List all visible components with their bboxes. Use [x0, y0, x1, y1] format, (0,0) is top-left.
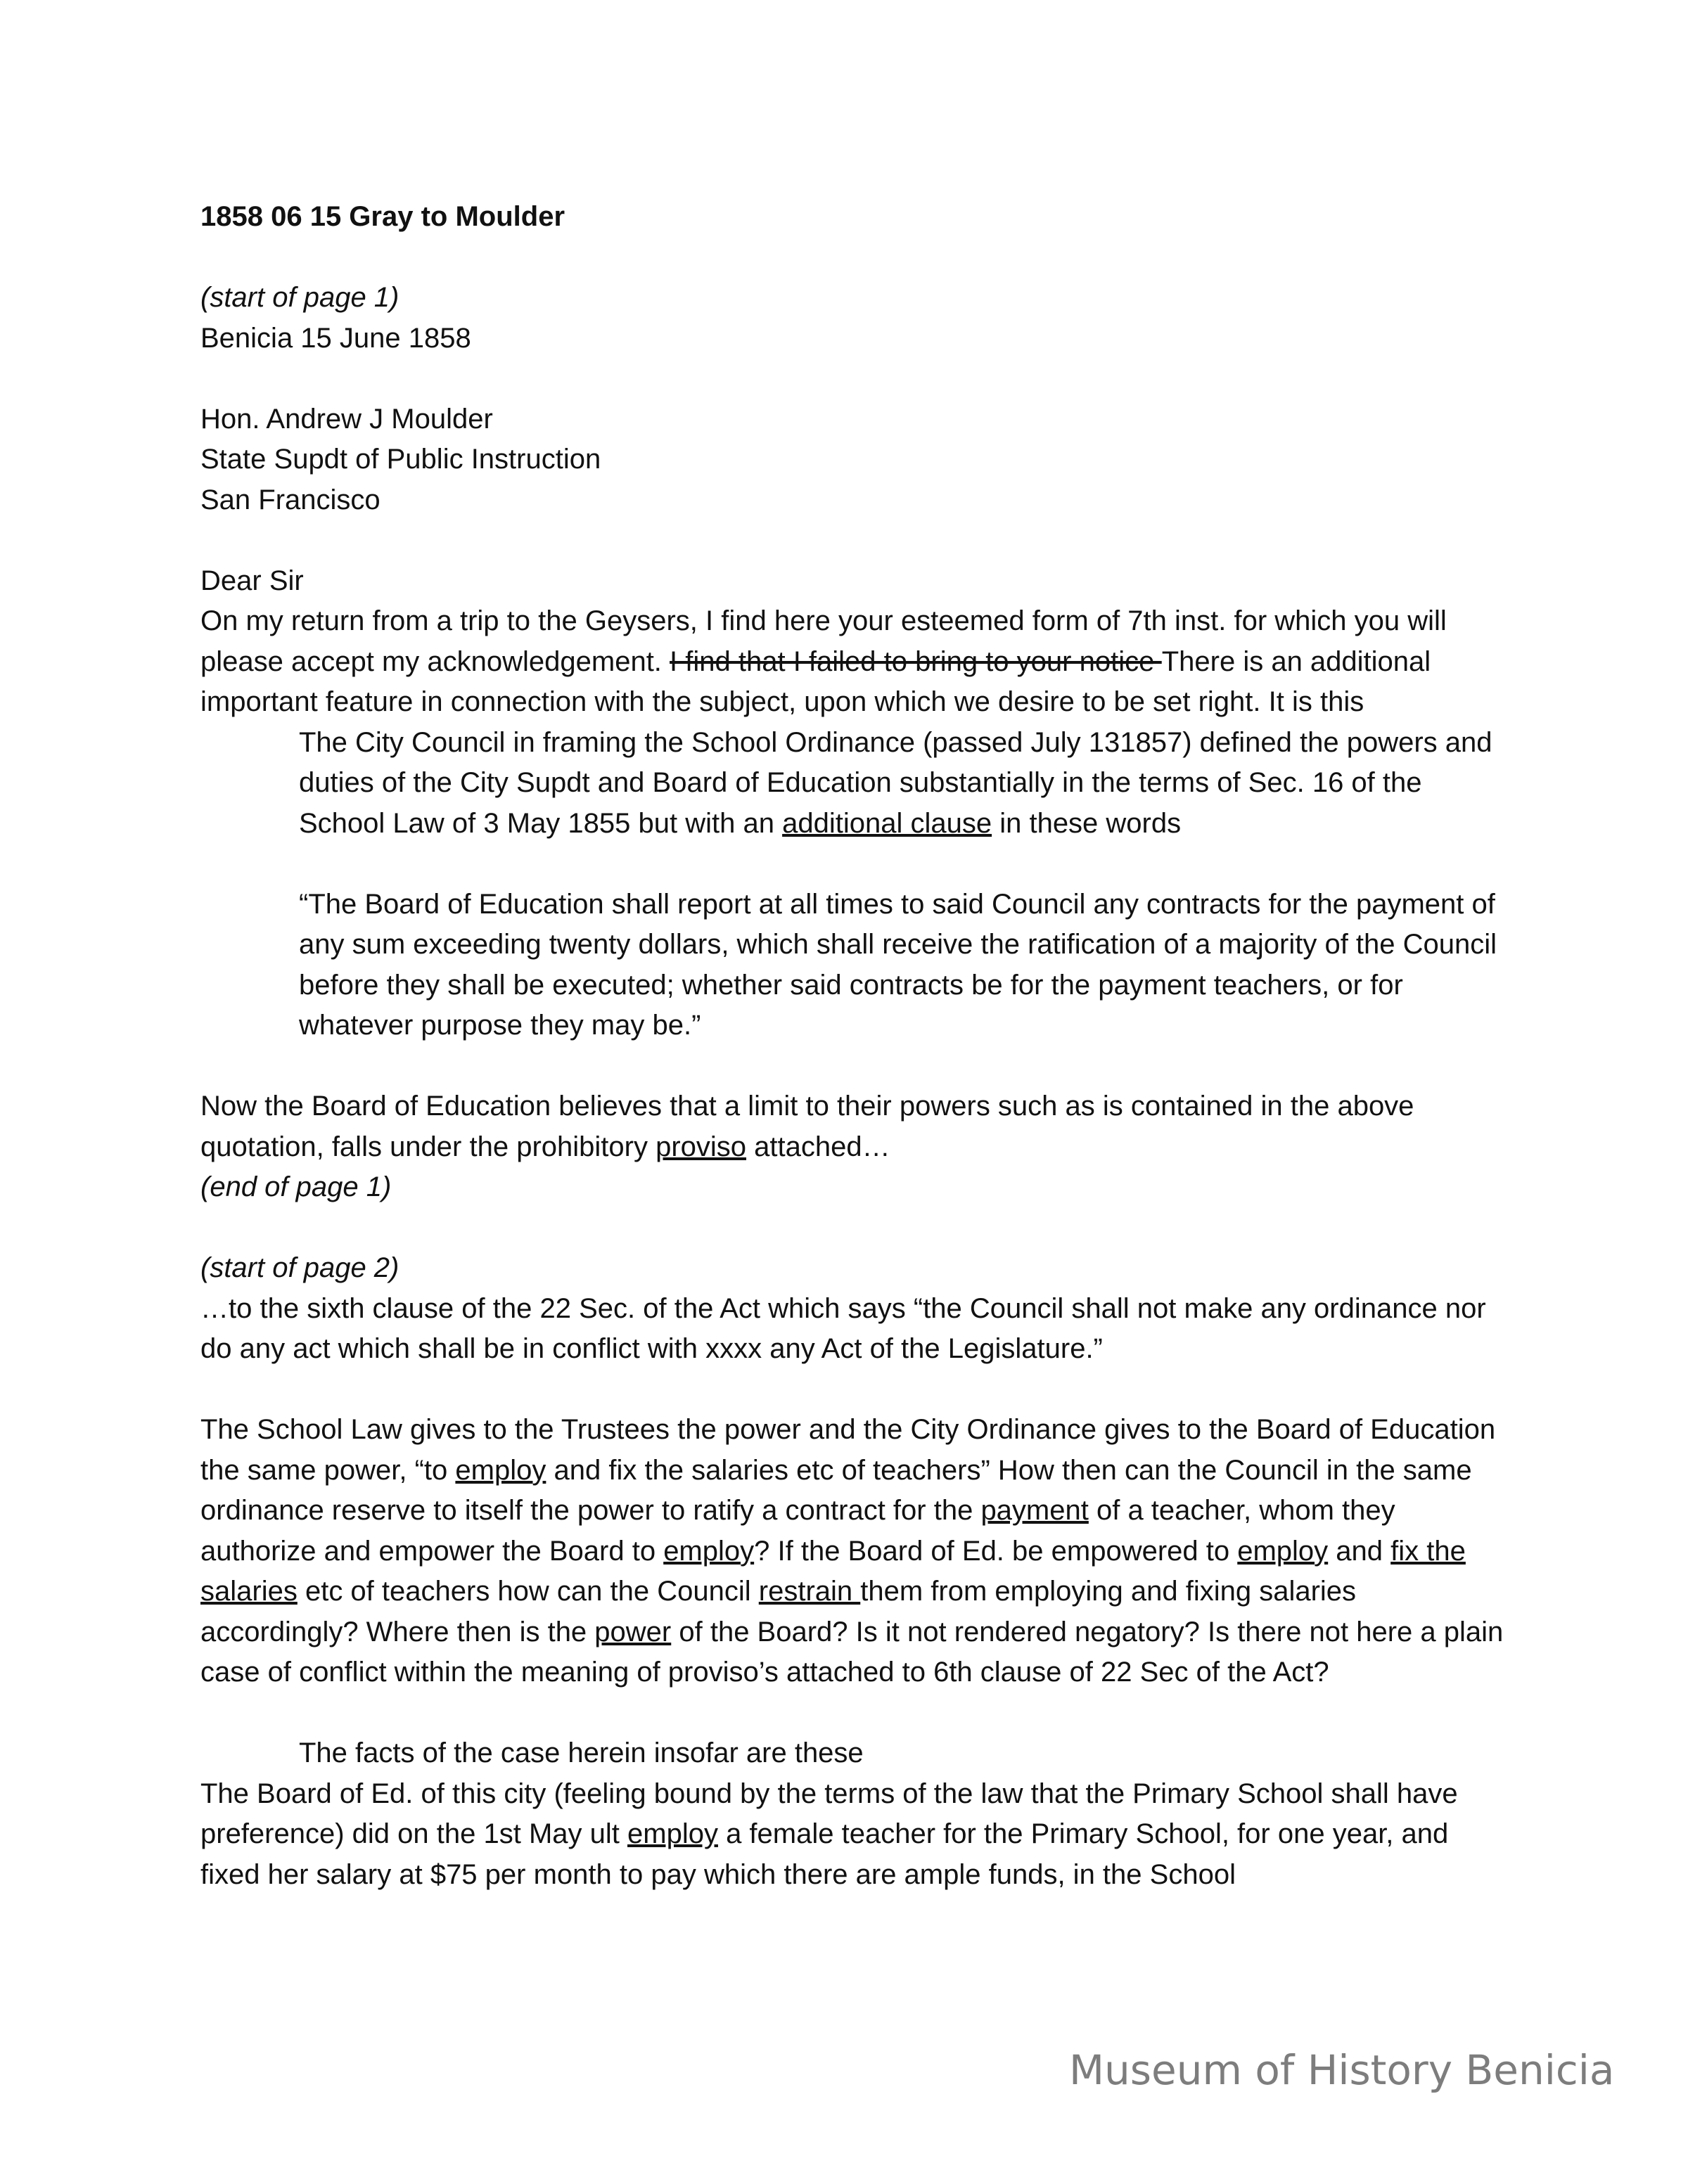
page-1-end-note: (end of page 1) — [200, 1171, 392, 1202]
salutation: Dear Sir — [200, 565, 304, 596]
document-title: 1858 06 15 Gray to Moulder — [200, 201, 565, 232]
quotation: “The Board of Education shall report at all times to said Council any contracts for the payment of any sum exceeding twenty dollars, which shall receive the ratification of a majority of the Council before they shall be executed; whether said contracts be for the payment teachers, or for whatever purpose they may be.” — [299, 888, 1497, 1041]
struck-text: I find that I failed to bring to your notice — [670, 645, 1162, 677]
addressee-line: Hon. Andrew J Moulder — [200, 403, 493, 435]
paragraph-5: The School Law gives to the Trustees the power and the City Ordinance gives to the Board of Education the same power, “to employ and fix the salaries etc of teachers” How then can the Council in the same ordinance reserve to itself the power to ratify a contract for the payment of a teacher, whom they authorize and empower the Board to employ? If the Board of Ed. be empowered to employ and fix the salaries etc of teachers how can the Council restrain them from employing and fixing salaries accordingly? Where then is the power of the Board? Is it not rendered negatory? Is there not here a plain case of conflict within the meaning of proviso’s attached to 6th clause of 22 Sec of the Act? — [200, 1414, 1504, 1688]
paragraph-3: Now the Board of Education believes that a limit to their powers such as is contained in the above quotation, falls under the prohibitory proviso attached… — [200, 1091, 1414, 1162]
underlined-text: fix the salaries — [200, 1535, 1466, 1607]
paragraph-4: …to the sixth clause of the 22 Sec. of the Act which says “the Council shall not make any ordinance nor do any act which shall be in conflict with xxxx any Act of the Legislature.” — [200, 1292, 1486, 1364]
paragraph-2: The City Council in framing the School Ordinance (passed July 131857) defined the powers and duties of the City Supdt and Board of Education substantially in the terms of Sec. 16 of the School Law of 3 May 1855 but with an additional clause in these words — [299, 726, 1492, 839]
underlined-text: restrain — [758, 1576, 861, 1607]
underlined-text: employ — [455, 1454, 546, 1486]
underlined-text: additional clause — [782, 807, 992, 839]
paragraph-1: On my return from a trip to the Geysers, I find here your esteemed form of 7th inst. for which you will please accept my acknowledgement. I find that I failed to bring to your notice There is an additional important feature in connection with the subject, upon which we desire to be set right. It is this — [200, 605, 1447, 717]
addressee-line: State Supdt of Public Instruction — [200, 444, 601, 475]
page-1-start-note: (start of page 1) — [200, 282, 399, 313]
letter-body — [200, 197, 1509, 1895]
underlined-text: power — [594, 1616, 672, 1647]
underlined-text: employ — [627, 1818, 718, 1849]
page-2-start-note: (start of page 2) — [200, 1252, 399, 1283]
underlined-text: employ — [1237, 1535, 1329, 1567]
museum-watermark: Museum of History Benicia — [1069, 2046, 1615, 2094]
place-date: Benicia 15 June 1858 — [200, 322, 471, 354]
underlined-text: proviso — [656, 1131, 747, 1162]
underlined-text: employ — [663, 1535, 755, 1567]
underlined-text: payment — [980, 1495, 1089, 1526]
paragraph-6: The facts of the case herein insofar are these — [299, 1737, 864, 1768]
addressee-line: San Francisco — [200, 484, 381, 515]
paragraph-7: The Board of Ed. of this city (feeling bound by the terms of the law that the Primary School shall have preference) did on the 1st May ult employ a female teacher for the Primary School, for one year, and fixed her salary at $75 per month to pay which there are ample funds, in the School — [200, 1778, 1458, 1890]
